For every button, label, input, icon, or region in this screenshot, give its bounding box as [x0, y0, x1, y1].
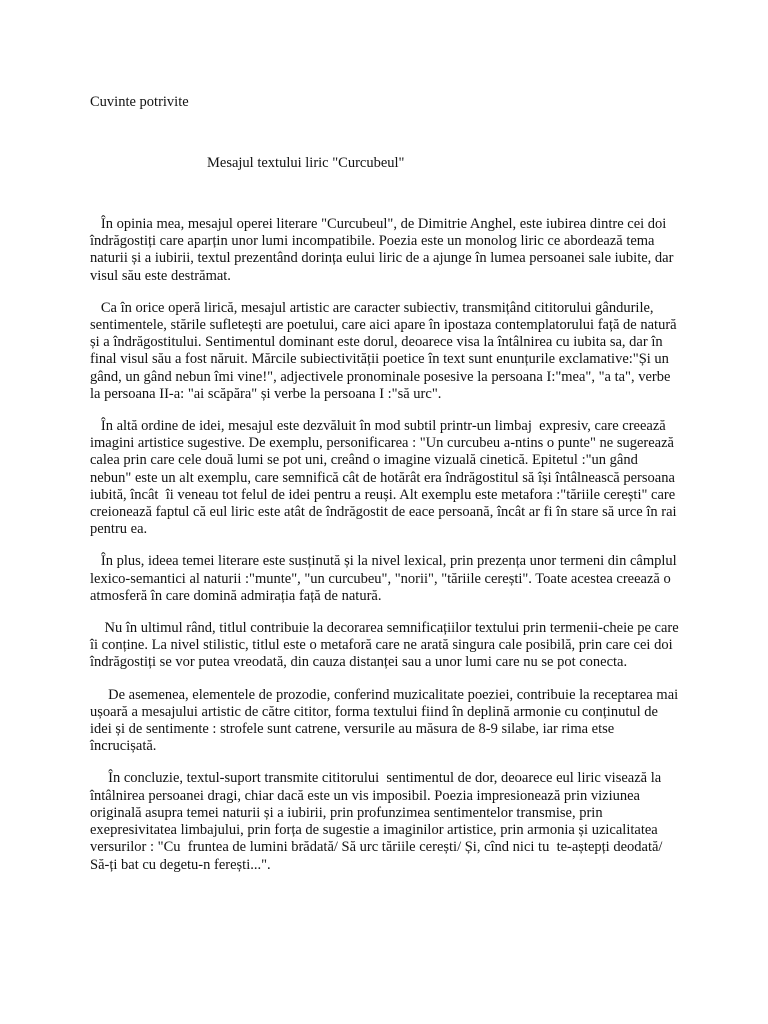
paragraph: Ca în orice operă lirică, mesajul artistic are caracter subiectiv, transmițând cititorului gândurile, sentimentele, stările sufletești are poetului, care aici apare în ipostaza contemplatorului față de natură și a îndrăgostitului. Sentimentul dominant este dorul, deoarece visa la întâlnirea cu iubita sa, dar în final visul său a fost năruit. Mărcile subiectivității poetice în text sunt enunțurile exclamative:"Și un gând, un gând nebun îmi vine!", adjectivele pronominale posesive la persoana I:"mea", "a ta", verbe la persoana II-a: "ai scăpăra" și verbe la persoana I :"să urc". [90, 299, 681, 402]
paragraph: Nu în ultimul rând, titlul contribuie la decorarea semnificațiilor textului prin termenii-cheie pe care îi conține. La nivel stilistic, titlul este o metaforă care ne arată singura cale posibilă, prin care cei doi îndrăgostiți se vor putea vreodată, din cauza distanței sau a unor lumi care nu se pot conecta. [90, 620, 683, 671]
paragraph: De asemenea, elementele de prozodie, conferind muzicalitate poeziei, contribuie la receptarea mai ușoară a mesajului artistic de către cititor, forma textului fiind în deplină armonie cu conținutul de idei și de sentimente : strofele sunt catrene, versurile au măsura de 8-9 silabe, iar rima etse încrucișată. [90, 686, 682, 755]
document-title: Mesajul textului liric "Curcubeul" [207, 155, 405, 171]
document-body [90, 216, 682, 889]
paragraph: În opinia mea, mesajul operei literare "Curcubeul", de Dimitrie Anghel, este iubirea dintre cei doi îndrăgostiți care aparțin unor lumi incompatibile. Poezia este un monolog liric ce abordează tema naturii și a iubirii, textul prezentând dorința eului liric de a ajunge în lumea persoanei sale iubite, dar visul său este destrămat. [90, 216, 678, 284]
document-header: Cuvinte potrivite [90, 94, 189, 110]
paragraph: În concluzie, textul-suport transmite cititorului sentimentul de dor, deoarece eul liric visează la întâlnirea persoanei dragi, chiar dacă este un vis imposibil. Poezia impresionează prin viziunea originală asupra temei naturii și a iubirii, prin profunzimea sentimentelor transmise, prin exepresivitatea limbajului, prin forța de sugestie a imaginilor artistice, prin armonia și uzicalitatea versurilor : "Cu fruntea de lumini brădată/ Să urc tăriile cerești/ Și, cînd nici tu te-aștepți deodată/ Să-ți bat cu degetu-n ferești...". [90, 770, 667, 873]
paragraph: În plus, ideea temei literare este susținută și la nivel lexical, prin prezența unor termeni din câmplul lexico-semantici al naturii :"munte", "un curcubeu", "norii", "tăriile cerești". Toate acestea creează o atmosferă în care domină admirația față de natură. [90, 553, 681, 604]
paragraph: În altă ordine de idei, mesajul este dezvăluit în mod subtil printr-un limbaj expresiv, care creează imagini artistice sugestive. De exemplu, personificarea : "Un curcubeu a-ntins o punte" ne sugerează calea prin care cele două lumi se pot uni, creând o imagine vizuală cinetică. Epitetul :"un gând nebun" este un alt exemplu, care semnifică cât de hotărât era îndrăgostitul să își întâlnească persoana iubită, încât îi veneau tot felul de idei pentru a reuși. Alt exemplu este metafora :"tăriile cerești" care creionează faptul că eul liric este atât de îndrăgostit de eace persoană, încât ar fi în stare să urce în rai pentru ea. [90, 418, 681, 538]
